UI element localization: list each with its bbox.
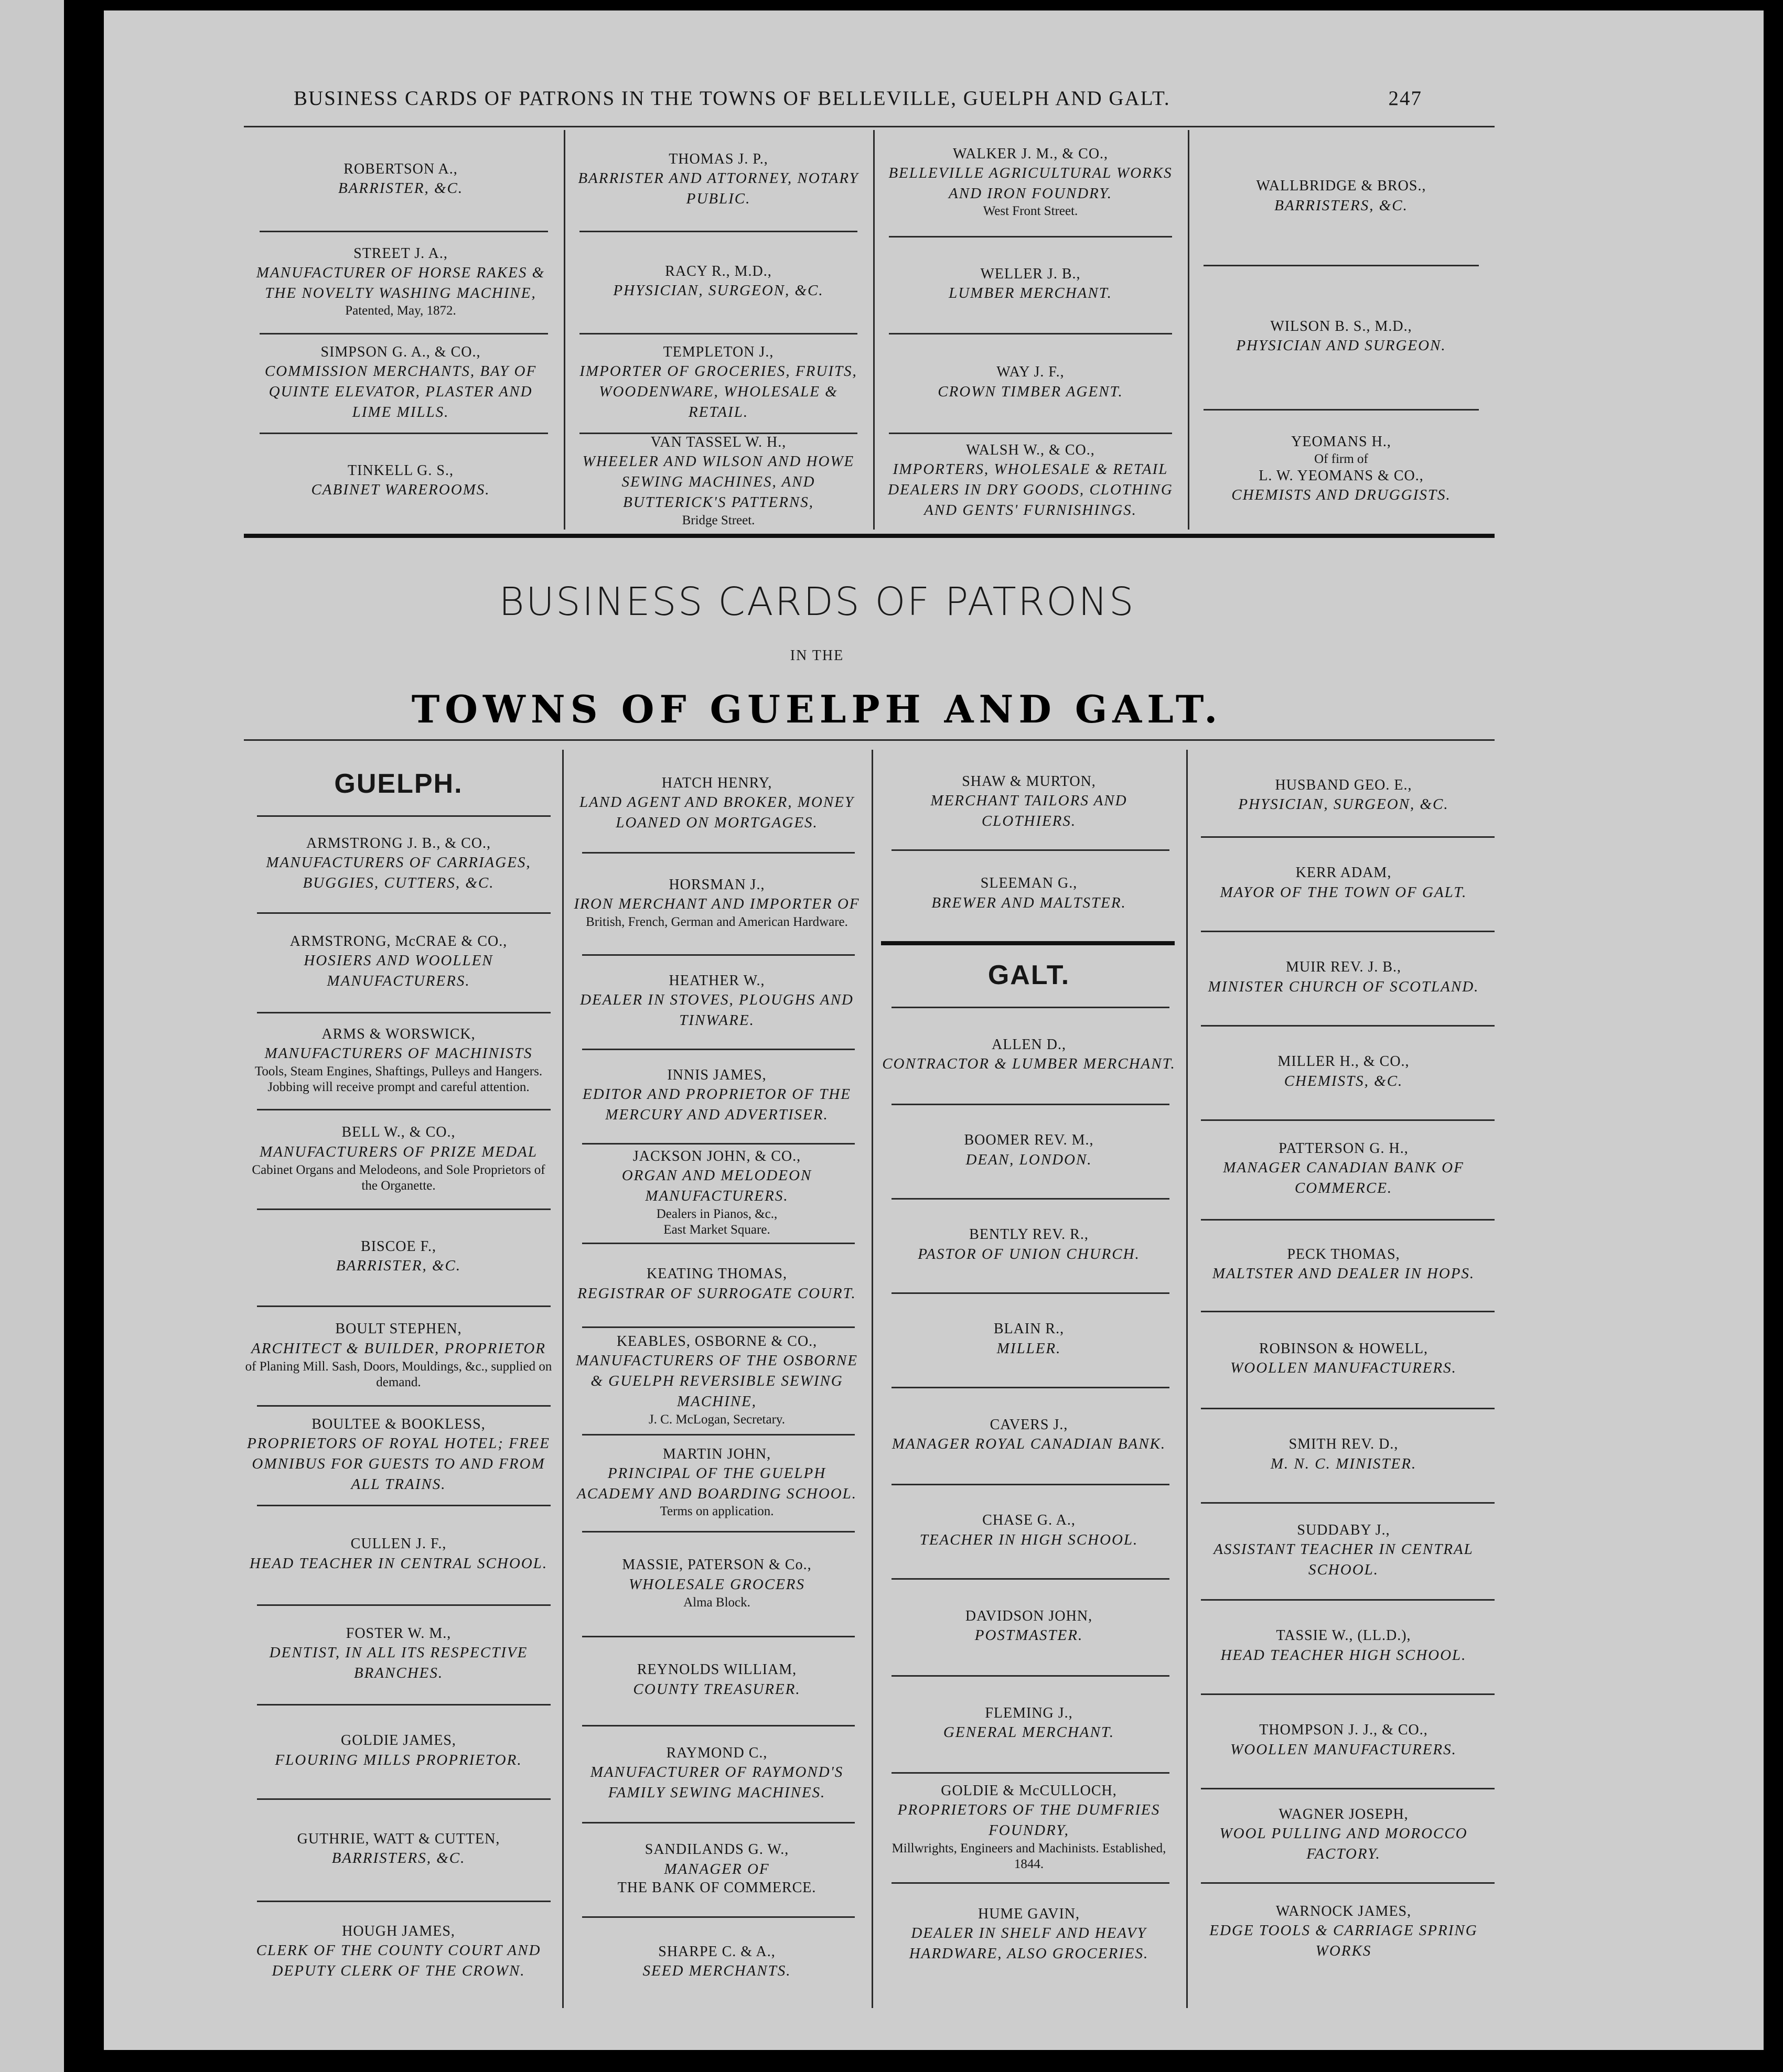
- section-rule: [244, 534, 1495, 538]
- business-card: [1194, 412, 1488, 526]
- card-divider: [892, 1882, 1169, 1884]
- card-name: VAN TASSEL W. H.,: [650, 434, 787, 451]
- business-card: [570, 336, 867, 429]
- business-card: [241, 1706, 556, 1796]
- card-divider: [1201, 1788, 1495, 1789]
- card-divider: [257, 1704, 551, 1706]
- card-description: ARCHITECT & BUILDER, PROPRIETOR: [251, 1340, 546, 1357]
- business-card: [241, 1507, 556, 1602]
- card-description: BARRISTER, &C.: [338, 180, 464, 197]
- column-rule: [872, 750, 873, 2008]
- business-card: [241, 1211, 556, 1303]
- card-description: MANUFACTURERS OF CARRIAGES, BUGGIES, CUTTERS, &C.: [266, 854, 531, 891]
- card-divider: [889, 433, 1172, 434]
- card-divider: [257, 1901, 551, 1902]
- card-address: East Market Square.: [663, 1222, 770, 1237]
- business-card: [241, 914, 556, 1010]
- business-card: [878, 1884, 1180, 1985]
- card-divider: [257, 912, 551, 914]
- card-divider: [257, 1604, 551, 1606]
- card-name: GOLDIE & McCULLOCH,: [941, 1783, 1117, 1799]
- card-divider: [892, 849, 1169, 851]
- card-name: INNIS JAMES,: [667, 1067, 767, 1084]
- card-name: KERR ADAM,: [1295, 865, 1392, 881]
- card-description: MANUFACTURERS OF MACHINISTS: [264, 1045, 533, 1062]
- column-rule: [562, 750, 564, 2008]
- business-card: [1193, 757, 1495, 834]
- card-divider: [257, 1012, 551, 1013]
- business-card: [878, 851, 1180, 936]
- card-divider: [582, 1636, 855, 1637]
- card-divider: [892, 1772, 1169, 1774]
- card-divider: [582, 1434, 855, 1436]
- card-name: BOULT STEPHEN,: [335, 1321, 462, 1337]
- card-description: MANAGER OF: [664, 1860, 770, 1877]
- card-divider: [582, 852, 855, 854]
- card-description: MILLER.: [996, 1340, 1061, 1357]
- card-name: MILLER H., & CO.,: [1277, 1053, 1410, 1070]
- card-name: SIMPSON G. A., & CO.,: [320, 343, 481, 360]
- card-divider: [892, 1578, 1169, 1580]
- card-divider: [582, 954, 855, 956]
- business-card: [878, 1009, 1180, 1102]
- card-divider: [582, 1725, 855, 1726]
- guelph-heading-box: [241, 755, 556, 813]
- card-description: PHYSICIAN, SURGEON, &C.: [1238, 796, 1449, 813]
- card-name: ALLEN D.,: [992, 1036, 1066, 1053]
- card-description: CROWN TIMBER AGENT.: [938, 383, 1123, 400]
- card-name: HOUGH JAMES,: [342, 1923, 455, 1939]
- business-card: [241, 1606, 556, 1702]
- card-description: MANUFACTURER OF RAYMOND'S FAMILY SEWING MACHINES.: [590, 1763, 844, 1801]
- card-name: CULLEN J. F.,: [350, 1536, 447, 1552]
- card-description: DENTIST, IN ALL ITS RESPECTIVE BRANCHES.: [269, 1644, 528, 1682]
- card-name: TINKELL G. S.,: [348, 462, 454, 479]
- card-divider: [260, 231, 548, 232]
- business-card: [570, 234, 867, 330]
- card-divider: [582, 1916, 855, 1918]
- card-divider: [1201, 1502, 1495, 1504]
- business-card: [568, 1145, 865, 1240]
- card-name: MASSIE, PATERSON & Co.,: [622, 1557, 812, 1573]
- card-note: Cabinet Organs and Melodeons, and Sole Proprietors of the Organette.: [252, 1162, 545, 1193]
- card-divider: [1201, 1025, 1495, 1027]
- card-divider: [582, 1143, 855, 1145]
- business-card: [1193, 1601, 1495, 1691]
- business-card: [1194, 268, 1488, 406]
- card-divider: [257, 1305, 551, 1307]
- business-card: [1193, 1027, 1495, 1117]
- card-description: PRINCIPAL OF THE GUELPH ACADEMY AND BOARDING SCHOOL.: [577, 1464, 857, 1502]
- card-name: WAGNER JOSEPH,: [1279, 1806, 1409, 1823]
- card-name: HORSMAN J.,: [669, 876, 765, 893]
- card-description: BREWER AND MALTSTER.: [931, 894, 1126, 911]
- business-card: [568, 1436, 865, 1529]
- card-divider: [582, 1326, 855, 1328]
- card-note: Of firm of: [1314, 451, 1368, 466]
- business-card: [244, 436, 557, 526]
- card-name: HEATHER W.,: [669, 973, 765, 989]
- card-description: CLERK OF THE COUNTY COURT AND DEPUTY CLERK OF THE CROWN.: [256, 1941, 541, 1979]
- business-card: [244, 336, 557, 429]
- card-name: ROBINSON & HOWELL,: [1259, 1340, 1428, 1357]
- card-description: BARRISTER AND ATTORNEY, NOTARY PUBLIC.: [578, 169, 859, 207]
- card-firm: THE BANK OF COMMERCE.: [617, 1880, 817, 1896]
- card-name: CHASE G. A.,: [982, 1512, 1076, 1529]
- business-card: [241, 817, 556, 910]
- business-card: [568, 1824, 865, 1914]
- towns-title: TOWNS OF GUELPH AND GALT.: [411, 687, 1223, 731]
- card-description: SEED MERCHANTS.: [642, 1962, 791, 1980]
- card-description: PHYSICIAN AND SURGEON.: [1236, 337, 1446, 354]
- card-description: COUNTY TREASURER.: [633, 1680, 801, 1698]
- card-name: GUTHRIE, WATT & CUTTEN,: [297, 1830, 500, 1847]
- card-name: WAY J. F.,: [996, 364, 1065, 381]
- card-description: WOOLLEN MANUFACTURERS.: [1230, 1741, 1457, 1758]
- business-card: [1193, 1884, 1495, 1980]
- card-divider: [1201, 836, 1495, 838]
- card-name: SHARPE C. & A.,: [658, 1943, 776, 1960]
- business-card: [241, 1111, 556, 1206]
- card-name: BENTLY REV. R.,: [969, 1226, 1089, 1243]
- galt-heading: GALT.: [987, 960, 1070, 990]
- card-description: BARRISTERS, &C.: [331, 1850, 466, 1867]
- card-description: BARRISTERS, &C.: [1274, 197, 1408, 214]
- card-firm: L. W. YEOMANS & CO.,: [1259, 467, 1424, 484]
- business-card: [878, 1294, 1180, 1385]
- card-divider: [1201, 1119, 1495, 1121]
- card-divider: [579, 433, 857, 434]
- card-divider: [1204, 265, 1479, 266]
- card-name: BLAIN R.,: [993, 1321, 1065, 1337]
- card-description: POSTMASTER.: [974, 1627, 1083, 1644]
- galt-heading-box: [878, 949, 1180, 1001]
- card-name: FLEMING J.,: [985, 1704, 1073, 1721]
- card-name: ARMSTRONG J. B., & CO.,: [306, 835, 491, 851]
- card-description: DEAN, LONDON.: [965, 1151, 1092, 1168]
- card-name: SANDILANDS G. W.,: [645, 1841, 789, 1858]
- card-divider: [1201, 1693, 1495, 1695]
- card-name: TASSIE W., (LL.D.),: [1276, 1627, 1411, 1644]
- card-name: DAVIDSON JOHN,: [965, 1607, 1093, 1624]
- card-divider: [1201, 931, 1495, 932]
- business-card: [879, 239, 1181, 330]
- business-card: [568, 1918, 865, 2006]
- column-rule: [1186, 750, 1188, 2008]
- column-rule: [564, 130, 565, 530]
- card-divider: [892, 1675, 1169, 1677]
- business-card: [878, 757, 1180, 847]
- business-card: [570, 436, 867, 526]
- card-description: MANAGER ROYAL CANADIAN BANK.: [892, 1436, 1166, 1453]
- guelph-heading: GUELPH.: [334, 769, 463, 799]
- business-card: [878, 1486, 1180, 1576]
- card-name: KEABLES, OSBORNE & CO.,: [616, 1333, 818, 1350]
- card-description: PASTOR OF UNION CHURCH.: [918, 1245, 1140, 1262]
- card-note: Terms on application.: [660, 1504, 774, 1519]
- header-rule: [244, 126, 1495, 127]
- card-description: HOSIERS AND WOOLLEN MANUFACTURERS.: [304, 952, 493, 990]
- card-description: WOOL PULLING AND MOROCCO FACTORY.: [1219, 1825, 1468, 1863]
- card-description: ASSISTANT TEACHER IN CENTRAL SCHOOL.: [1213, 1540, 1474, 1578]
- card-description: LUMBER MERCHANT.: [949, 285, 1112, 302]
- card-description: WHOLESALE GROCERS: [628, 1575, 805, 1593]
- card-note: Dealers in Pianos, &c.,: [656, 1206, 778, 1221]
- card-divider: [260, 333, 548, 334]
- business-card: [879, 132, 1181, 233]
- card-description: BELLEVILLE AGRICULTURAL WORKS AND IRON FOUNDRY.: [888, 164, 1173, 202]
- running-header: BUSINESS CARDS OF PATRONS IN THE TOWNS OF BELLEVILLE, GUELPH AND GALT.: [294, 87, 1170, 110]
- card-divider: [257, 1208, 551, 1210]
- card-name: ARMSTRONG, McCRAE & CO.,: [289, 933, 508, 950]
- card-description: ORGAN AND MELODEON MANUFACTURERS.: [621, 1167, 812, 1205]
- page-number: 247: [1388, 87, 1422, 110]
- card-name: BISCOE F.,: [361, 1238, 436, 1255]
- card-note: of Planing Mill. Sash, Doors, Mouldings, &c., supplied on demand.: [245, 1359, 552, 1389]
- card-name: SMITH REV. D.,: [1288, 1436, 1399, 1453]
- card-description: M. N. C. MINISTER.: [1270, 1455, 1417, 1472]
- card-divider: [892, 1292, 1169, 1294]
- business-card: [568, 1329, 865, 1432]
- card-name: JACKSON JOHN, & CO.,: [632, 1148, 801, 1165]
- card-description: DEALER IN SHELF AND HEAVY HARDWARE, ALSO GROCERIES.: [909, 1925, 1149, 1962]
- business-card: [878, 1774, 1180, 1880]
- card-divider: [1201, 1882, 1495, 1884]
- card-description: COMMISSION MERCHANTS, BAY OF QUINTE ELEVATOR, PLASTER AND LIME MILLS.: [264, 362, 537, 420]
- card-divider: [257, 815, 551, 817]
- business-card: [241, 1014, 556, 1107]
- card-name: HUSBAND GEO. E.,: [1275, 776, 1412, 793]
- card-description: MINISTER CHURCH OF SCOTLAND.: [1208, 978, 1479, 995]
- card-name: ROBERTSON A.,: [343, 160, 458, 177]
- card-name: PECK THOMAS,: [1287, 1246, 1400, 1262]
- business-card: [244, 234, 557, 330]
- business-card: [568, 1051, 865, 1141]
- card-divider: [892, 1484, 1169, 1485]
- card-name: THOMAS J. P.,: [669, 150, 768, 167]
- card-name: WILSON B. S., M.D.,: [1270, 318, 1412, 334]
- card-name: THOMPSON J. J., & CO.,: [1259, 1722, 1428, 1739]
- card-name: WARNOCK JAMES,: [1275, 1903, 1412, 1920]
- adjacent-page-edge: [0, 0, 64, 2072]
- card-divider: [1204, 409, 1479, 411]
- business-card: [568, 956, 865, 1046]
- card-name: STREET J. A.,: [353, 245, 448, 262]
- business-card: [568, 757, 865, 850]
- card-description: DEALER IN STOVES, PLOUGHS AND TINWARE.: [580, 991, 854, 1029]
- card-divider: [257, 1109, 551, 1110]
- card-name: TEMPLETON J.,: [663, 343, 774, 360]
- card-description: EDITOR AND PROPRIETOR OF THE MERCURY AND ADVERTISER.: [583, 1086, 851, 1124]
- business-card: [878, 1200, 1180, 1290]
- card-divider: [892, 1104, 1169, 1105]
- card-description: WHEELER AND WILSON AND HOWE SEWING MACHINES, AND BUTTERICK'S PATTERNS,: [582, 453, 855, 511]
- card-description: IMPORTER OF GROCERIES, FRUITS, WOODENWARE, WHOLESALE & RETAIL.: [579, 362, 857, 420]
- card-description: GENERAL MERCHANT.: [943, 1724, 1115, 1741]
- card-description: HEAD TEACHER IN CENTRAL SCHOOL.: [249, 1555, 548, 1572]
- card-description: REGISTRAR OF SURROGATE COURT.: [577, 1285, 856, 1302]
- business-card: [1193, 1504, 1495, 1597]
- business-card: [241, 1407, 556, 1503]
- card-note: J. C. McLogan, Secretary.: [648, 1412, 786, 1427]
- card-name: SHAW & MURTON,: [962, 773, 1096, 790]
- section-subtitle: IN THE: [790, 648, 844, 664]
- card-description: MANUFACTURERS OF PRIZE MEDAL: [260, 1143, 538, 1160]
- business-card: [568, 1727, 865, 1820]
- business-card: [1193, 1313, 1495, 1406]
- card-address: Alma Block.: [683, 1595, 750, 1610]
- card-divider: [582, 1243, 855, 1244]
- card-note: Patented, May, 1872.: [345, 304, 456, 318]
- business-card: [1193, 1121, 1495, 1217]
- card-name: MUIR REV. J. B.,: [1285, 959, 1402, 976]
- business-card: [241, 1903, 556, 2001]
- business-card: [241, 1800, 556, 1898]
- card-name: MARTIN JOHN,: [662, 1445, 771, 1462]
- card-divider: [582, 1822, 855, 1823]
- card-description: MANAGER CANADIAN BANK OF COMMERCE.: [1223, 1159, 1464, 1197]
- card-description: WOOLLEN MANUFACTURERS.: [1230, 1359, 1457, 1377]
- card-divider: [579, 333, 857, 334]
- card-name: WALKER J. M., & CO.,: [952, 145, 1109, 162]
- business-card: [1193, 933, 1495, 1023]
- card-description: CHEMISTS AND DRUGGISTS.: [1231, 486, 1451, 503]
- card-name: KEATING THOMAS,: [646, 1266, 788, 1282]
- business-card: [879, 436, 1181, 526]
- card-description: CONTRACTOR & LUMBER MERCHANT.: [882, 1055, 1176, 1073]
- card-divider: [257, 1798, 551, 1800]
- business-card: [1193, 1410, 1495, 1500]
- business-card: [878, 1106, 1180, 1196]
- card-note: Tools, Steam Engines, Shaftings, Pulleys and Hangers. Jobbing will receive prompt and careful attention.: [254, 1064, 543, 1094]
- card-divider: [582, 1049, 855, 1050]
- card-name: HATCH HENRY,: [661, 774, 772, 791]
- business-card: [568, 1533, 865, 1634]
- card-divider: [892, 1007, 1169, 1008]
- card-description: MERCHANT TAILORS AND CLOTHIERS.: [930, 792, 1127, 830]
- card-divider: [582, 1531, 855, 1533]
- card-name: RACY R., M.D.,: [665, 263, 772, 279]
- card-note: West Front Street.: [983, 204, 1078, 219]
- card-description: CABINET WAREROOMS.: [311, 481, 490, 499]
- section-rule-thin: [244, 739, 1495, 741]
- card-description: MAYOR OF THE TOWN OF GALT.: [1220, 883, 1467, 901]
- card-name: GOLDIE JAMES,: [341, 1732, 456, 1749]
- card-name: REYNOLDS WILLIAM,: [637, 1661, 797, 1678]
- card-divider: [889, 333, 1172, 334]
- card-divider: [579, 231, 857, 232]
- card-description: TEACHER IN HIGH SCHOOL.: [919, 1531, 1138, 1548]
- business-card: [879, 336, 1181, 429]
- card-name: WALLBRIDGE & BROS.,: [1256, 178, 1426, 195]
- card-name: SLEEMAN G.,: [980, 875, 1078, 892]
- card-description: BARRISTER, &C.: [336, 1257, 461, 1275]
- business-card: [568, 1638, 865, 1723]
- card-description: MANUFACTURERS OF THE OSBORNE & GUELPH REVERSIBLE SEWING MACHINE,: [576, 1352, 858, 1410]
- card-name: RAYMOND C.,: [666, 1744, 768, 1761]
- card-description: EDGE TOOLS & CARRIAGE SPRING WORKS: [1209, 1922, 1478, 1960]
- card-divider: [260, 433, 548, 434]
- card-note: British, French, German and American Hardware.: [586, 915, 848, 929]
- card-divider: [257, 1505, 551, 1506]
- card-name: BOOMER REV. M.,: [964, 1132, 1094, 1149]
- card-divider: [892, 1198, 1169, 1200]
- business-card: [244, 132, 557, 228]
- card-description: LAND AGENT AND BROKER, MONEY LOANED ON MORTGAGES.: [579, 793, 855, 831]
- business-card: [1193, 1221, 1495, 1309]
- card-description: FLOURING MILLS PROPRIETOR.: [275, 1751, 522, 1768]
- card-name: CAVERS J.,: [990, 1416, 1068, 1433]
- card-divider: [1201, 1311, 1495, 1312]
- card-divider: [892, 1387, 1169, 1388]
- business-card: [241, 1308, 556, 1403]
- card-description: PROPRIETORS OF THE DUMFRIES FOUNDRY,: [897, 1801, 1161, 1839]
- business-card: [1193, 1696, 1495, 1786]
- card-divider: [889, 236, 1172, 238]
- business-card: [568, 1245, 865, 1324]
- card-name: WELLER J. B.,: [980, 265, 1081, 282]
- card-name: WALSH W., & CO.,: [966, 442, 1095, 459]
- card-note: Bridge Street.: [682, 513, 755, 527]
- card-description: MALTSTER AND DEALER IN HOPS.: [1212, 1265, 1475, 1282]
- business-card: [878, 1580, 1180, 1673]
- business-card: [570, 132, 867, 228]
- column-rule: [1188, 130, 1189, 530]
- column-rule: [873, 130, 875, 530]
- card-description: HEAD TEACHER HIGH SCHOOL.: [1220, 1646, 1467, 1664]
- card-divider: [1201, 1219, 1495, 1221]
- card-name: HUME GAVIN,: [978, 1906, 1080, 1923]
- section-title: BUSINESS CARDS OF PATRONS: [499, 579, 1135, 624]
- business-card: [878, 1677, 1180, 1770]
- card-description: CHEMISTS, &C.: [1284, 1072, 1403, 1089]
- card-divider: [1201, 1408, 1495, 1409]
- card-name: YEOMANS H.,: [1291, 434, 1391, 450]
- card-name: SUDDABY J.,: [1297, 1521, 1390, 1538]
- card-divider: [257, 1405, 551, 1407]
- card-description: PHYSICIAN, SURGEON, &C.: [613, 282, 824, 299]
- card-description: MANUFACTURER OF HORSE RAKES & THE NOVELTY WASHING MACHINE,: [256, 264, 545, 301]
- card-note: Millwrights, Engineers and Machinists. Established, 1844.: [892, 1841, 1166, 1871]
- card-description: IMPORTERS, WHOLESALE & RETAIL DEALERS IN DRY GOODS, CLOTHING AND GENTS' FURNISHINGS.: [888, 461, 1173, 519]
- card-description: PROPRIETORS OF ROYAL HOTEL; FREE OMNIBUS FOR GUESTS TO AND FROM ALL TRAINS.: [246, 1434, 551, 1493]
- card-name: FOSTER W. M.,: [346, 1625, 452, 1642]
- card-name: BELL W., & CO.,: [341, 1124, 456, 1141]
- business-card: [1193, 1790, 1495, 1880]
- card-divider: [1201, 1599, 1495, 1601]
- card-name: PATTERSON G. H.,: [1279, 1140, 1409, 1157]
- card-name: ARMS & WORSWICK,: [321, 1026, 476, 1042]
- card-name: BOULTEE & BOOKLESS,: [312, 1416, 486, 1432]
- galt-rule: [881, 941, 1175, 945]
- business-card: [1193, 838, 1495, 929]
- business-card: [568, 854, 865, 952]
- card-description: IRON MERCHANT AND IMPORTER OF: [574, 895, 860, 913]
- business-card: [1194, 132, 1488, 262]
- business-card: [878, 1389, 1180, 1482]
